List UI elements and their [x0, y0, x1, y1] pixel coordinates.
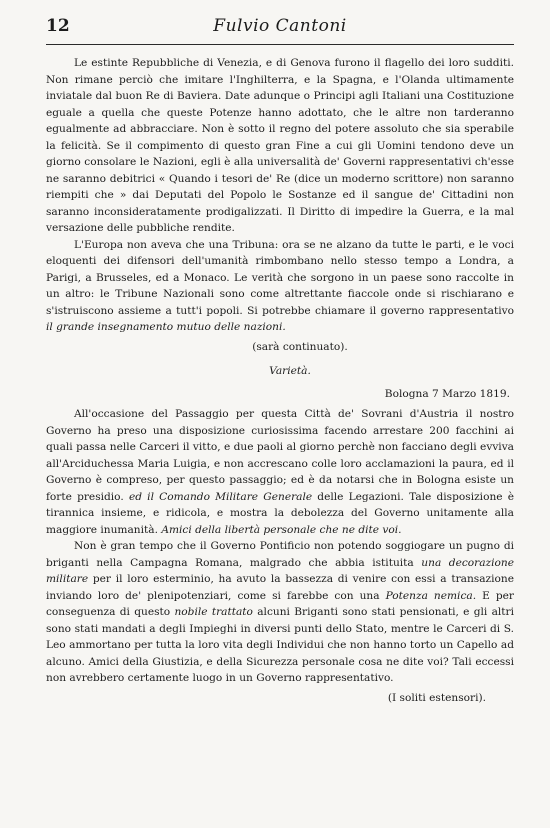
- paragraph-2-text: L'Europa non aveva che una Tribuna: ora se ne alzano da tutte le parti, e le voci eloquenti dei difensori dell'umanità rimbombano nello stesso tempo a Londra, a Parigi, a Brusseles, ed a Monaco. Le verità che sorgono in un paese sono raccolte in un altro: le Tribune Nazionali sono come altrettante fiaccole onde si rischiarano e s'istruiscono assieme a tutt'i popoli. Si potrebbe chiamare il governo rappresentativo: [46, 238, 514, 317]
- p4-text-a: Non è gran tempo che il Governo Pontificio non potendo soggiogare un pugno di briganti nella Campagna Romana, malgrado che abbia istituita: [46, 540, 514, 569]
- p3-italic-2: Amici della libertà personale che ne dite voi.: [161, 523, 402, 536]
- paragraph-1: Le estinte Repubbliche di Venezia, e di Genova furono il flagello dei loro sudditi. Non rimane perciò che imitare l'Inghilterra, e la Spagna, e l'Olanda ultimamente inviatale dal buon Re di Baviera. Date adunque o Principi agli Italiani una Costituzione eguale a quella che queste Potenze hanno adottato, che le altre non tarderanno egualmente ad abbracciare. Non è sotto il regno del potere assoluto che sia sperabile la felicità. Se il compimento di questo gran Fine a cui gli Uomini tendono deve un giorno consolare le Nazioni, egli è alla universalità de' Governi rappresentativi ch'esse ne saranno debitrici « Quando i tesori de' Re (dice un moderno scrittore) non saranno riempiti che » dai Deputati del Popolo le Sostanze ed il sangue de' Cittadini non saranno inconsideratamente prodigalizzati. Il Diritto di impedire la Guerra, e la mal versazione delle pubbliche rendite.: [46, 57, 514, 234]
- paragraph-4: [46, 538, 514, 687]
- paragraph-3: [46, 406, 514, 538]
- page-body: [46, 55, 514, 706]
- paragraph-2-italic: il grande insegnamento mutuo delle nazioni.: [46, 321, 286, 333]
- paragraph-2: [46, 237, 514, 336]
- p4-text-c: E per conseguenza di questo: [46, 589, 514, 618]
- p4-italic-3: nobile trattato: [174, 606, 253, 618]
- page-header: [46, 14, 514, 45]
- p3-italic-1: ed il Comando Militare Generale: [128, 490, 313, 503]
- p4-text-b: per il loro esterminio, ha avuto la bassezza di venire con essi a transazione inviando loro de' plenipotenziari, come si farebbe con una: [46, 573, 514, 602]
- signature: (I soliti estensori).: [387, 691, 486, 704]
- dateline: Bologna 7 Marzo 1819.: [384, 387, 510, 400]
- page-number: 12: [46, 16, 70, 36]
- p4-text-d: alcuni Briganti sono stati pensionati, e gli altri sono stati mandati a degli Impieghi in diversi punti dello Stato, mentre le Carceri di S. Leo ammortano per tutta la loro vita degli Individui che non hanno torto un Capello ad alcuno. Amici della Giustizia, e della Sicurezza personale cosa ne dite voi? Tali eccessi non avrebbero certamente luogo in un Governo rappresentativo.: [46, 606, 515, 684]
- p3-text-a: All'occasione del Passaggio per questa Città de' Sovrani d'Austria il nostro Governo ha preso una disposizione curiosissima facendo arrestare 200 facchini ai quali passa nelle Carceri il vitto, e due paoli al giorno perchè non facciano degli evviva all'Arciduchessa Maria Luigia, e non accrescano colle loro acclamazioni la paura, ed il Governo è compreso, per questo passaggio; ed è da notarsi che in Bologna esiste un forte presidio.: [46, 408, 514, 503]
- p4-italic-2: Potenza nemica.: [385, 589, 477, 602]
- p4-italic-1: una decorazione militare: [46, 556, 514, 585]
- continued-note: (sarà continuato).: [252, 340, 348, 353]
- p3-text-b: delle Legazioni. Tale disposizione è tirannica insieme, e ridicola, e mostra la debolezza del Governo unitamente alla maggiore inumanità.: [46, 490, 514, 536]
- section-title: Varietà.: [269, 365, 311, 377]
- running-head: Fulvio Cantoni: [213, 16, 347, 36]
